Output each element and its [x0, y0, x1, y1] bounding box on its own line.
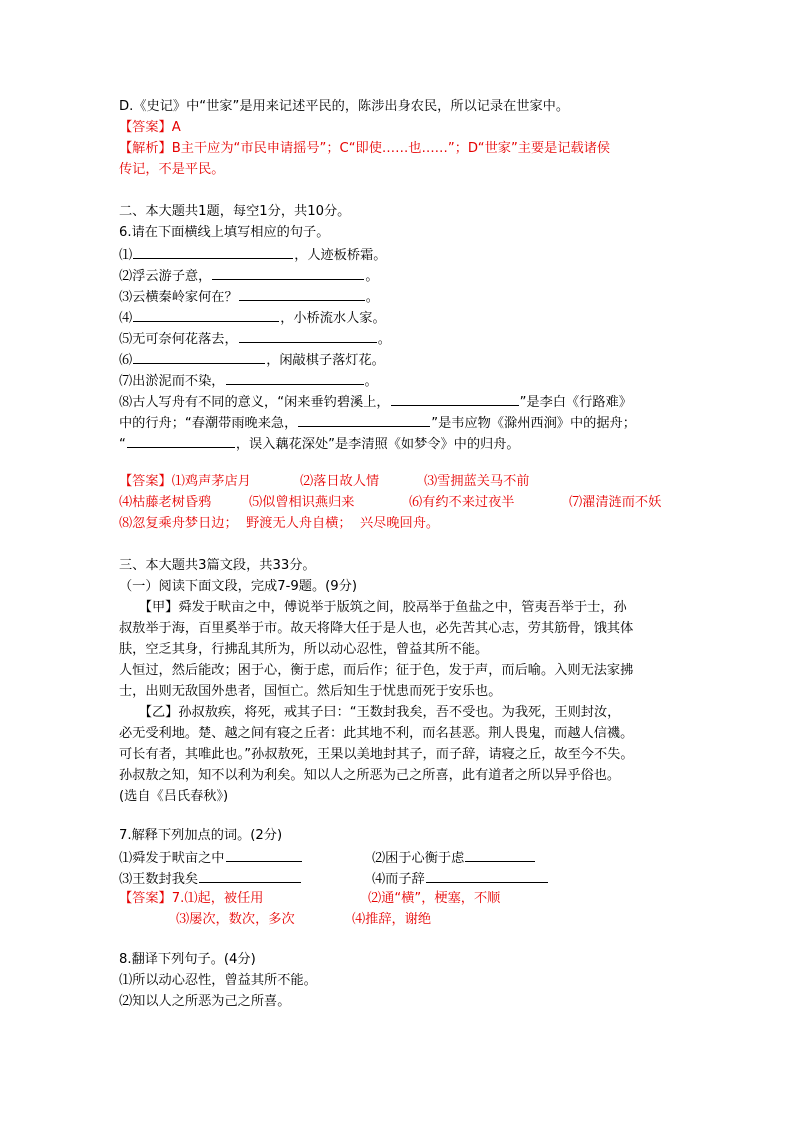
q6-answer-row2: [119, 493, 662, 513]
q5-answer: 【答案】A: [119, 120, 181, 135]
fill-blank[interactable]: [391, 391, 519, 406]
item-text: 中的行舟；“春潮带雨晚来急，: [119, 416, 298, 431]
fill-blank[interactable]: [426, 868, 548, 883]
q6-answer-row3: ⑻忽复乘舟梦日边； 野渡无人舟自横； 兴尽晚回舟。: [119, 516, 440, 531]
q6-item-6: [119, 349, 385, 371]
passage-yi-line: 孙叔敖之知，知不以利为利矣。知以人之所恶为己之所喜，此有道者之所以异乎俗也。: [119, 768, 621, 783]
fill-blank[interactable]: [239, 286, 365, 301]
answer-text: ⑶屡次，数次，多次: [176, 912, 295, 927]
q8-sentence-2: ⑵知以人之所恶为己之所喜。: [119, 994, 291, 1009]
q6-item-2: [119, 265, 379, 287]
answer-text: 【答案】⑴鸡声茅店月: [119, 474, 251, 489]
passage-jia-line: 【甲】舜发于畎亩之中，傅说举于版筑之间，胶鬲举于鱼盐之中，管夷吾举于士，孙: [119, 600, 627, 615]
item-text: “: [119, 437, 126, 452]
answer-text: ⑷推辞，谢绝: [352, 912, 432, 927]
answer-text: ⑹有约不来过夜半: [409, 495, 515, 510]
section2-heading: 二、本大题共1题，每空1分，共10分。: [119, 204, 351, 219]
q5-option-d: D.《史记》中“世家”是用来记述平民的，陈涉出身农民，所以记录在世家中。: [119, 99, 570, 114]
item-text: ⑸无可奈何花落去，: [119, 332, 238, 347]
answer-text: 【答案】7.⑴起，被任用: [119, 891, 264, 906]
q6-item-7: [119, 370, 378, 392]
q5-analysis-line2: 传记，不是平民。: [119, 162, 225, 177]
passage-yi-source: (选自《吕氏春秋》): [119, 789, 229, 804]
q6-item-8-line3: [119, 433, 520, 455]
fill-blank[interactable]: [226, 847, 302, 862]
q7-row2: [119, 868, 425, 890]
item-text: ，小桥流水人家。: [280, 311, 386, 326]
q7-title: 7.解释下列加点的词。(2分): [119, 828, 283, 843]
item-text: 。: [365, 290, 379, 305]
q7-item: ⑶王数封我矣: [119, 872, 199, 887]
section3-part1: （一）阅读下面文段，完成7-9题。(9分): [119, 579, 358, 594]
q6-item-1: [119, 244, 387, 266]
item-text: ⑻古人写舟有不同的意义，“闲来垂钓碧溪上，: [119, 395, 390, 410]
item-number: ⑷: [119, 311, 133, 326]
q7-item: ⑴舜发于畎亩之中: [119, 851, 225, 866]
item-text: ⑺出淤泥而不染，: [119, 374, 225, 389]
item-text: ，闲敲棋子落灯花。: [266, 353, 385, 368]
answer-text: ⑺濯清涟而不妖: [569, 495, 662, 510]
passage-jia-line: 士，出则无敌国外患者，国恒亡。然后知生于忧患而死于安乐也。: [119, 684, 502, 699]
item-text: ，人迹板桥霜。: [294, 248, 387, 263]
item-number: ⑴: [119, 248, 133, 263]
q7-item-group: [372, 868, 549, 890]
fill-blank[interactable]: [212, 265, 364, 280]
q7-row1: [119, 847, 465, 869]
fill-blank[interactable]: [133, 349, 265, 364]
fill-blank[interactable]: [133, 307, 279, 322]
q6-item-4: [119, 307, 386, 329]
item-text: 。: [365, 269, 379, 284]
fill-blank[interactable]: [133, 244, 293, 259]
item-text: 。: [364, 374, 378, 389]
answer-text: ⑵落日故人情: [300, 474, 380, 489]
fill-blank[interactable]: [226, 370, 364, 385]
passage-yi-line: 必无受利地。楚、越之间有寝之丘者：此其地不利，而名甚恶。荆人畏鬼，而越人信禨。: [119, 726, 634, 741]
q7-item: ⑵困于心衡于虑: [372, 851, 465, 866]
q7-item-group: [372, 847, 536, 869]
fill-blank[interactable]: [465, 847, 535, 862]
answer-text: ⑷枯藤老树昏鸦: [119, 495, 212, 510]
q5-analysis-line1: 【解析】B主干应为“市民申请摇号”；C“即使……也……”；D“世家”主要是记载诸侯: [119, 141, 611, 156]
q8-sentence-1: ⑴所以动心忍性，曾益其所不能。: [119, 973, 317, 988]
fill-blank[interactable]: [199, 868, 301, 883]
item-text: ⑵浮云游子意，: [119, 269, 212, 284]
q8-title: 8.翻译下列句子。(4分): [119, 952, 256, 967]
answer-text: ⑶雪拥蓝关马不前: [424, 474, 530, 489]
item-text: 。: [377, 332, 391, 347]
q7-answer-row2: [176, 910, 432, 930]
passage-yi-line: 可长有者，其唯此也。”孙叔敖死，王果以美地封其子，而子辞，请寝之丘，故至今不失。: [119, 747, 634, 762]
answer-text: ⑵通“横”，梗塞，不顺: [368, 891, 501, 906]
item-number: ⑹: [119, 353, 133, 368]
item-text: ”是李白《行路难》: [519, 395, 632, 410]
q6-answer-row1: [119, 472, 530, 492]
q6-item-3: [119, 286, 379, 308]
passage-jia-line: 人恒过，然后能改；困于心，衡于虑，而后作；征于色，发于声，而后喻。入则无法家拂: [119, 663, 634, 678]
section3-heading: 三、本大题共3篇文段，共33分。: [119, 558, 316, 573]
item-text: ”是韦应物《滁州西涧》中的据舟；: [431, 416, 636, 431]
fill-blank[interactable]: [127, 433, 235, 448]
item-text: ，误入藕花深处”是李清照《如梦令》中的归舟。: [235, 437, 520, 452]
q7-answer-row1: [119, 889, 501, 909]
passage-jia-line: 叔敖举于海，百里奚举于市。故天将降大任于是人也，必先苦其心志，劳其筋骨，饿其体: [119, 621, 634, 636]
q6-item-8-line1: [119, 391, 632, 413]
q6-title: 6.请在下面横线上填写相应的句子。: [119, 225, 330, 240]
answer-text: ⑸似曾相识燕归来: [249, 495, 355, 510]
item-text: ⑶云横秦岭家何在？: [119, 290, 238, 305]
q6-item-8-line2: [119, 412, 636, 434]
fill-blank[interactable]: [239, 328, 377, 343]
q6-item-5: [119, 328, 391, 350]
q7-item: ⑷而子辞: [372, 872, 425, 887]
passage-jia-line: 肤，空乏其身，行拂乱其所为，所以动心忍性，曾益其所不能。: [119, 642, 489, 657]
passage-yi-line: 【乙】孙叔敖疾，将死，戒其子曰：“王数封我矣，吾不受也。为我死，王则封汝，: [119, 705, 621, 720]
fill-blank[interactable]: [298, 412, 430, 427]
